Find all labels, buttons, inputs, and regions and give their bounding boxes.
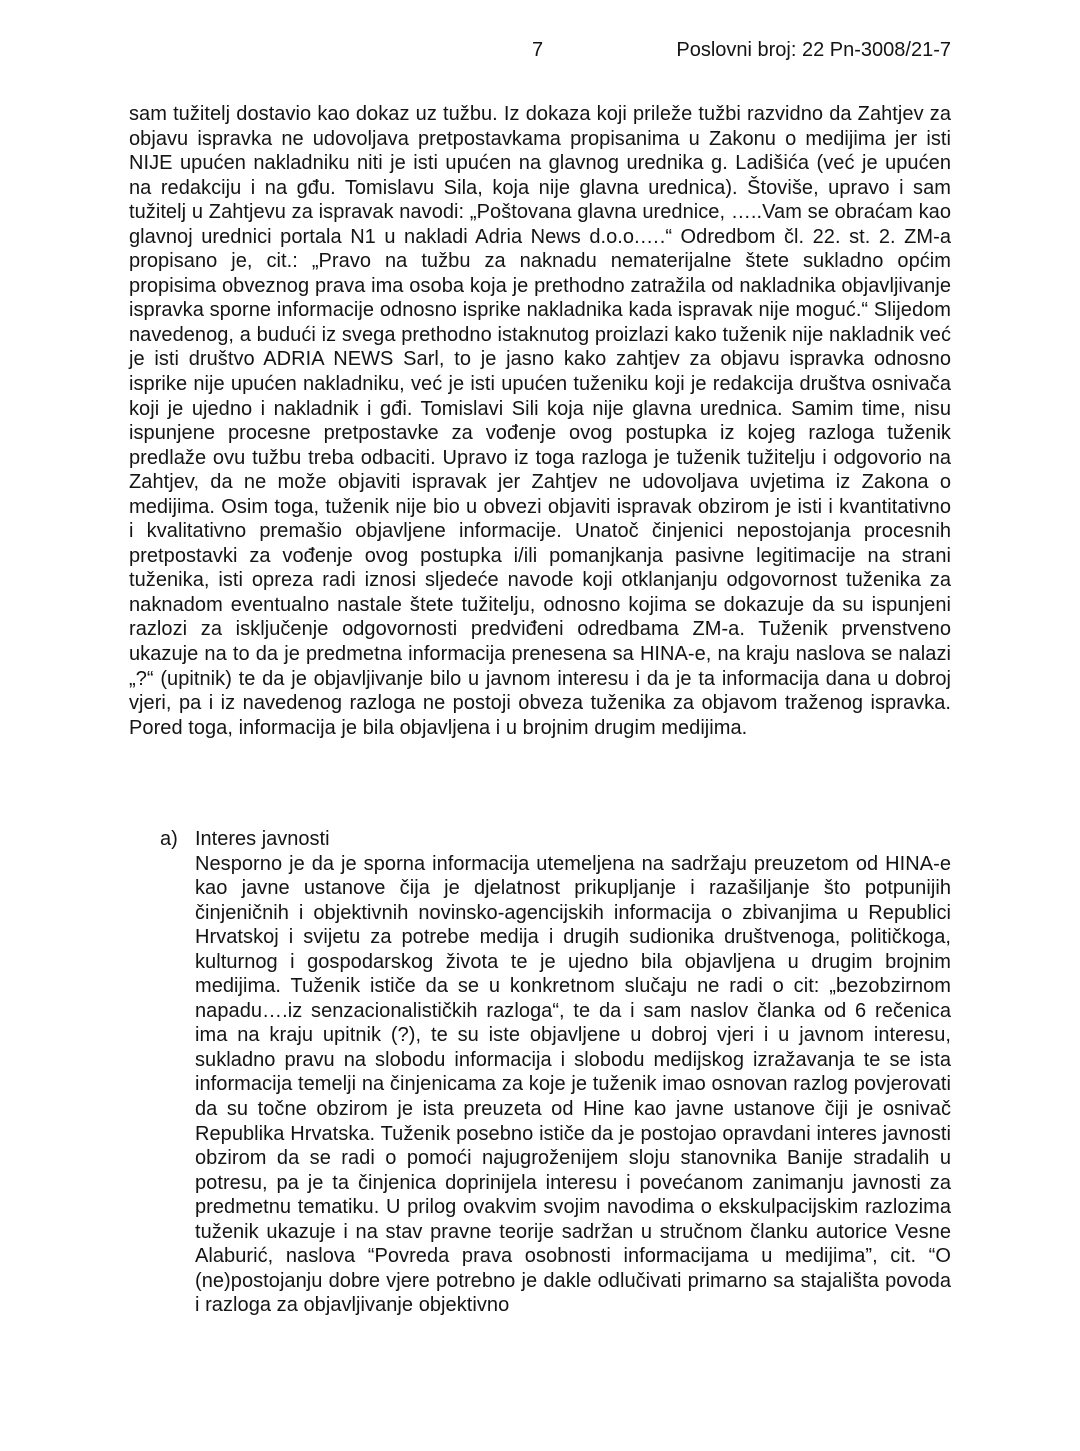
page-header bbox=[0, 36, 1080, 64]
body-paragraph: sam tužitelj dostavio kao dokaz uz tužbu. Iz dokaza koji prileže tužbi razvidno da Zahtjev za objavu ispravka ne udovoljava pretpostavkama propisanima u Zakonu o medijima jer isti NIJE upućen nakladniku niti je isti upućen na glavnog urednika g. Ladišića (već je upućen na redakciju i na gđu. Tomislavu Sila, koja nije glavna urednica). Štoviše, upravo i sam tužitelj u Zahtjevu za ispravak navodi: „Poštovana glavna urednice, …..Vam se obraćam kao glavnoj urednici portala N1 u nakladi Adria News d.o.o.….“ Odredbom čl. 22. st. 2. ZM-a propisano je, cit.: „Pravo na tužbu za naknadu nematerijalne štete sukladno općim propisima obveznog prava ima osoba koja je prethodno zatražila od nakladnika objavljivanje ispravka sporne informacije odnosno isprike nakladnika kada ispravak nije moguć.“ Slijedom navedenog, a budući iz svega prethodno istaknutog proizlazi kako tuženik nije nakladnik već je isti društvo ADRIA NEWS Sarl, to je jasno kako zahtjev za objavu ispravka odnosno isprike nije upućen nakladniku, već je isti upućen tuženiku koji je redakcija društva osnivača koji je ujedno i nakladnik i gđi. Tomislavi Sili koja nije glavna urednica. Samim time, nisu ispunjene procesne pretpostavke za vođenje ovog postupka iz kojeg razloga tuženik predlaže ovu tužbu treba odbaciti. Upravo iz toga razloga je tuženik tužitelju i odgovorio na Zahtjev, da ne može objaviti ispravak jer Zahtjev ne udovoljava uvjetima iz Zakona o medijima. Osim toga, tuženik nije bio u obvezi objaviti ispravak obzirom je isti i kvantitativno i kvalitativno premašio objavljene informacije. Unatoč činjenici nepostojanja procesnih pretpostavki za vođenje ovog postupka i/ili pomanjkanja pasivne legitimacije na strani tuženika, isti opreza radi iznosi sljedeće navode koji otklanjanju odgovornost tuženika za naknadom eventualno nastale štete tužitelju, odnosno kojima se dokazuje da su ispunjeni razlozi za isključenje odgovornosti predviđeni odredbama ZM-a. Tuženik prvenstveno ukazuje na to da je predmetna informacija prenesena sa HINA-e, na kraju naslova se nalazi „?“ (upitnik) te da je objavljivanje bilo u javnom interesu i da je ta informacija dana u dobroj vjeri, pa i iz navedenog razloga ne postoji obveza tuženika za objavom traženog ispravka. Pored toga, informacija je bila objavljena i u brojnim drugim medijima. bbox=[129, 103, 951, 739]
body-text bbox=[129, 102, 951, 740]
list-item-text: Nesporno je da je sporna informacija utemeljena na sadržaju preuzetom od HINA-e kao javne ustanove čija je djelatnost prikupljanje i razašiljanje što potpunijih činjeničnih i objektivnih novinsko-agencijskih informacija o zbivanjima u Republici Hrvatskoj i svijetu za potrebe medija i drugih sudionika društvenoga, političkoga, kulturnog i gospodarskog života te je ujedno bila objavljena u drugim brojnim medijima. Tuženik ističe da se u konkretnom slučaju ne radi o cit: „bezobzirnom napadu….iz senzacionalističkih razloga“, te da i sam naslov članka od 6 rečenica ima na kraju upitnik (?), te su iste objavljene u dobroj vjeri i u javnom interesu, sukladno pravu na slobodu informacija i slobodu medijskog izražavanja te se ista informacija temelji na činjenicama za koje je tuženik imao osnovan razlog povjerovati da su točne obzirom je ista preuzeta od Hine kao javne ustanove čiji je osnivač Republika Hrvatska. Tuženik posebno ističe da je postojao opravdani interes javnosti obzirom da se radi o pomoći najugroženijem sloju stanovnika Banije stradalih u potresu, pa je ta činjenica doprinijela interesu i povećanom zanimanju javnosti za predmetnu tematiku. U prilog ovakvim svojim navodima o ekskulpacijskim razlozima tuženik ukazuje i na stav pravne teorije sadržan u stručnom članku autorice Vesne Alaburić, naslova “Povreda prava osobnosti informacijama u medijima”, cit. “O (ne)postojanju dobre vjere potrebno je dakle odlučivati primarno sa stajališta povoda i razloga za objavljivanje objektivno bbox=[195, 852, 951, 1317]
page-number: 7 bbox=[532, 39, 544, 61]
section-heading: Interes javnosti bbox=[195, 828, 330, 850]
case-number: Poslovni broj: 22 Pn-3008/21-7 bbox=[676, 39, 951, 61]
list-marker: a) bbox=[160, 828, 178, 850]
